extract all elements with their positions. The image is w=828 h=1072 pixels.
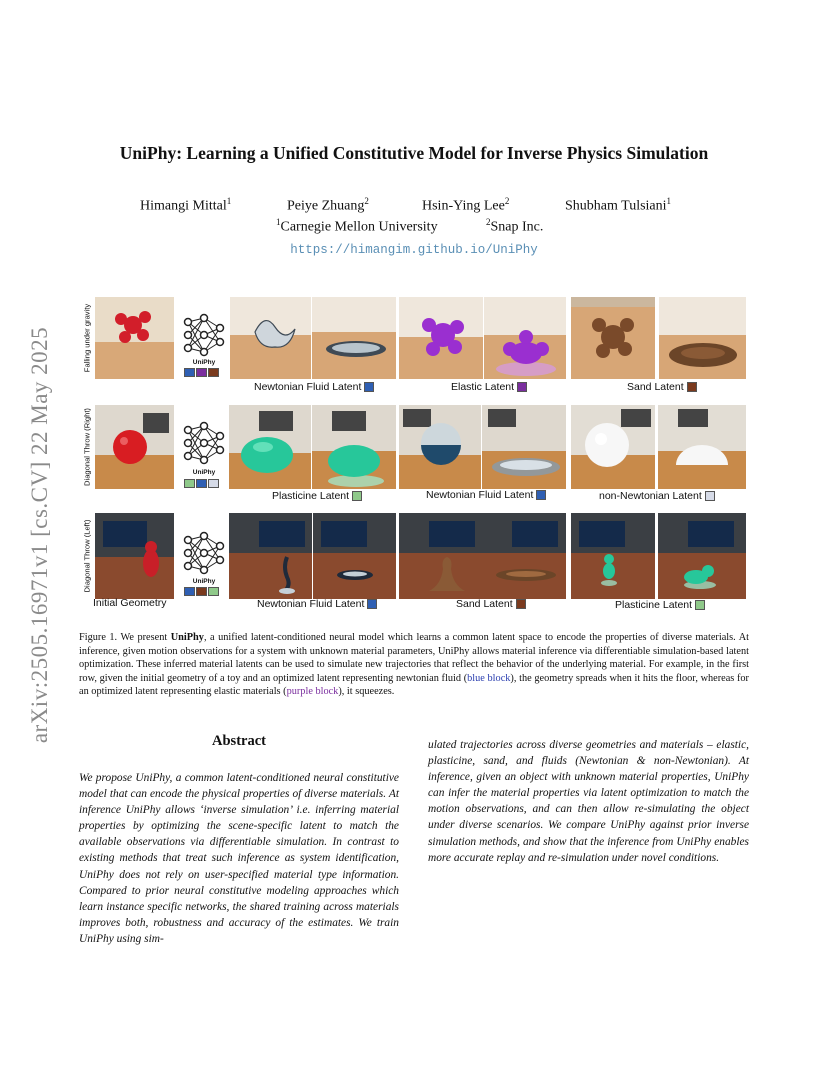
latent-block bbox=[196, 368, 207, 377]
latent-block bbox=[196, 587, 207, 596]
latent-swatch bbox=[536, 490, 546, 500]
network-icon-row1 bbox=[180, 312, 228, 358]
latent-block bbox=[208, 479, 219, 488]
project-url-link[interactable]: https://himangim.github.io/UniPhy bbox=[290, 243, 538, 257]
frame-r2-fluid-b bbox=[482, 405, 566, 489]
network-label-row2: UniPhy bbox=[192, 469, 216, 476]
network-label-row3: UniPhy bbox=[192, 578, 216, 585]
frame-r1-elastic-a bbox=[399, 297, 483, 379]
latent-block bbox=[196, 479, 207, 488]
panel-caption: Sand Latent bbox=[456, 598, 526, 610]
latent-blocks-row2 bbox=[184, 479, 219, 488]
latent-swatch bbox=[516, 599, 526, 609]
network-icon-row2 bbox=[180, 420, 228, 466]
row-label-throw-right: Diagonal Throw (Right) bbox=[82, 408, 92, 486]
frame-r2-initial bbox=[95, 405, 174, 489]
frame-r1-fluid-a bbox=[230, 297, 311, 379]
latent-swatch bbox=[687, 382, 697, 392]
author-1: Himangi Mittal$^1$ bbox=[140, 196, 232, 214]
arxiv-stamp-text: arXiv:2505.16971v1 [cs.CV] 22 May 2025 bbox=[27, 326, 52, 744]
frame-r2-fluid-a bbox=[399, 405, 481, 489]
latent-blocks-row3 bbox=[184, 587, 219, 596]
author-2: Peiye Zhuang$^2$ bbox=[287, 196, 369, 214]
latent-block bbox=[184, 368, 195, 377]
frame-r2-plasticine-b bbox=[312, 405, 396, 489]
affiliation-2: $^2$Snap Inc. bbox=[486, 217, 544, 235]
panel-caption: Newtonian Fluid Latent bbox=[426, 489, 546, 501]
row-label-falling: Falling under gravity bbox=[82, 303, 92, 373]
panel-caption: Plasticine Latent bbox=[272, 490, 362, 502]
latent-block bbox=[208, 368, 219, 377]
latent-swatch bbox=[364, 382, 374, 392]
latent-swatch bbox=[517, 382, 527, 392]
frame-r2-nonnewtonian-b bbox=[658, 405, 746, 489]
abstract-text-right: ulated trajectories across diverse geometries and materials – elastic, plasticine, sand, and fluids (Newtonian & non-Newtonian). At inference, given an object with unknown material properties, UniPhy can infer the material properties via latent optimization to match the motion observations, and can then allow re-simulating the object under diverse scenarios. We compare UniPhy against prior inverse simulation methods, and show that the inference from UniPhy enables more accurate replay and re-simulation under novel conditions. bbox=[428, 739, 749, 864]
frame-r3-fluid-b bbox=[313, 513, 396, 599]
frame-r1-sand-a bbox=[571, 297, 655, 379]
latent-block bbox=[184, 479, 195, 488]
latent-swatch bbox=[352, 491, 362, 501]
frame-r1-fluid-b bbox=[312, 297, 396, 379]
latent-swatch bbox=[367, 599, 377, 609]
affiliation-1: $^1$Carnegie Mellon University bbox=[276, 217, 438, 235]
figure-caption: Figure 1. We present UniPhy, a unified latent-conditioned neural model which learns a common latent space to encode the properties of diverse materials. At inference, given motion observations for a system with unknown material parameters, UniPhy allows material inference via differentiable simulation-based latent optimization. These inferred material latents can be used to simulate new trajectories that reflect the behavior of the underlying material. For example, in the first row, given the initial geometry of a toy and an optimized latent representing newtonian fluid (blue block), the geometry spreads when it hits the floor, whereas for an optimized latent representing elastic materials (purple block), it squeezes. bbox=[79, 632, 749, 698]
frame-r2-plasticine-a bbox=[229, 405, 311, 489]
frame-r1-elastic-b bbox=[484, 297, 566, 379]
initial-geometry-label: Initial Geometry bbox=[93, 597, 167, 609]
row-label-throw-left: Diagonal Throw (Left) bbox=[82, 519, 92, 593]
panel-caption: Newtonian Fluid Latent bbox=[254, 381, 374, 393]
network-icon-row3 bbox=[180, 530, 228, 576]
frame-r1-initial bbox=[95, 297, 174, 379]
frame-r3-plasticine-b bbox=[658, 513, 746, 599]
abstract-text-left: We propose UniPhy, a common latent-conditioned neural constitutive model that can encode the physical properties of diverse materials. At inference UniPhy allows ‘inverse simulation’ i.e. inferring material properties by optimizing the scene-specific latent to match the available observations via differentiable simulation. In contrast to existing methods that treat such inference as system identification, UniPhy does not rely on user-specified material type information. Compared to prior neural constitutive modeling approaches which learn instance specific networks, the shared training across materials improves both, robustness and accuracy of the estimates. We train UniPhy using sim- bbox=[79, 772, 399, 945]
frame-r2-nonnewtonian-a bbox=[571, 405, 655, 489]
frame-r3-plasticine-a bbox=[571, 513, 655, 599]
latent-blocks-row1 bbox=[184, 368, 219, 377]
author-4: Shubham Tulsiani$^1$ bbox=[565, 196, 672, 214]
panel-caption: Newtonian Fluid Latent bbox=[257, 598, 377, 610]
frame-r3-sand-b bbox=[482, 513, 566, 599]
panel-caption: non-Newtonian Latent bbox=[599, 490, 715, 502]
network-label-row1: UniPhy bbox=[192, 359, 216, 366]
paper-title: UniPhy: Learning a Unified Constitutive Model for Inverse Physics Simulation bbox=[119, 143, 709, 163]
frame-r1-sand-b bbox=[659, 297, 746, 379]
frame-r3-fluid-a bbox=[229, 513, 312, 599]
latent-swatch bbox=[705, 491, 715, 501]
author-3: Hsin-Ying Lee$^2$ bbox=[422, 196, 510, 214]
latent-swatch bbox=[695, 600, 705, 610]
frame-r3-initial bbox=[95, 513, 174, 599]
frame-r3-sand-a bbox=[399, 513, 482, 599]
panel-caption: Plasticine Latent bbox=[615, 599, 705, 611]
latent-block bbox=[184, 587, 195, 596]
panel-caption: Elastic Latent bbox=[451, 381, 527, 393]
latent-block bbox=[208, 587, 219, 596]
arxiv-stamp bbox=[20, 300, 60, 770]
abstract-heading: Abstract bbox=[212, 733, 266, 749]
panel-caption: Sand Latent bbox=[627, 381, 697, 393]
